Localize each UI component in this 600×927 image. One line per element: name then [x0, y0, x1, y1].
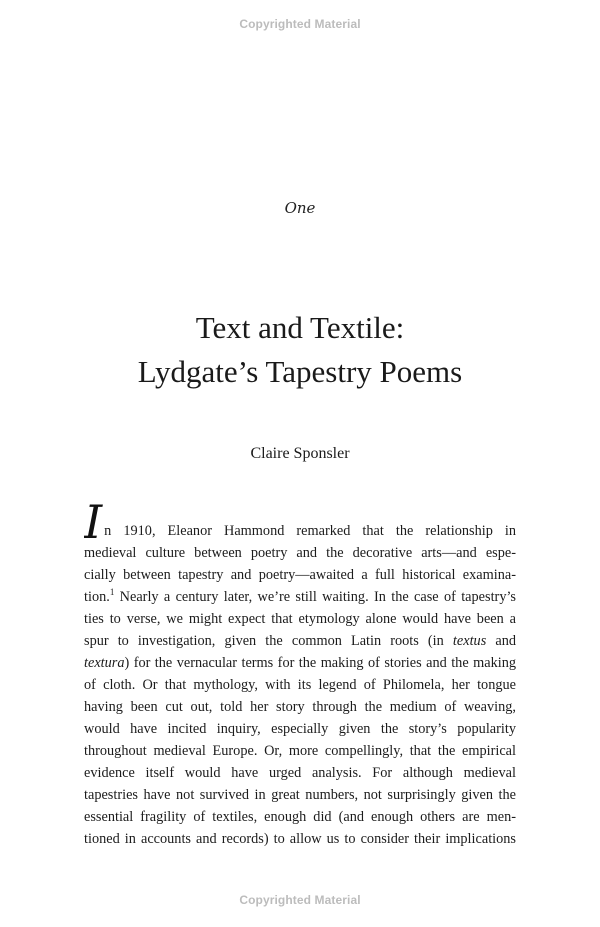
text-line-3: cially between tapestry and poetry—awaited a full historical examina-	[84, 567, 516, 583]
chapter-title-line-1: Text and Textile:	[195, 310, 405, 345]
copyright-watermark-bottom: Copyrighted Material	[239, 893, 361, 907]
chapter-title-line-2: Lydgate’s Tapestry Poems	[137, 354, 463, 389]
drop-cap: I	[84, 498, 103, 542]
text-line-6-start: spur to investigation, given the common Latin roots (in	[84, 633, 453, 649]
text-line-6	[84, 630, 516, 652]
italic-term-textura: textura	[84, 655, 125, 671]
text-line-7-end: ) for the vernacular terms for the making of stories and the making	[124, 655, 516, 671]
text-line-15: tioned in accounts and records) to allow us to consider their implications	[84, 831, 516, 847]
text-line-1-rest: n 1910, Eleanor Hammond remarked that the relationship in	[104, 523, 516, 539]
text-line-4	[84, 586, 516, 608]
italic-term-textus: textus	[452, 633, 487, 649]
text-line-1	[84, 498, 516, 542]
text-line-10: would have incited inquiry, especially given the story’s popularity	[84, 721, 516, 737]
text-line-12: evidence itself would have urged analysis. For although medieval	[84, 765, 516, 781]
chapter-title	[0, 306, 600, 394]
copyright-watermark-top: Copyrighted Material	[239, 17, 361, 31]
text-line-11: throughout medieval Europe. Or, more compellingly, that the empirical	[84, 743, 516, 759]
text-line-9: having been cut out, told her story through the medium of weaving,	[84, 699, 516, 715]
author-name: Claire Sponsler	[250, 445, 350, 462]
text-line-5: ties to verse, we might expect that etymology alone would have been a	[84, 611, 516, 627]
text-line-4-start: tion.	[84, 589, 110, 605]
text-line-14: essential fragility of textiles, enough did (and enough others are men-	[84, 809, 516, 825]
text-line-2: medieval culture between poetry and the decorative arts—and espe-	[84, 545, 516, 561]
body-paragraph	[84, 498, 516, 850]
footnote-marker[interactable]: 1	[109, 587, 115, 598]
text-line-4-end: Nearly a century later, we’re still waiting. In the case of tapestry’s	[114, 589, 516, 605]
text-line-13: tapestries have not survived in great numbers, not surprisingly given the	[84, 787, 516, 803]
text-line-7	[84, 652, 516, 674]
chapter-number: One	[284, 199, 316, 217]
text-line-8: of cloth. Or that mythology, with its legend of Philomela, her tongue	[84, 677, 516, 693]
text-line-6-end: and	[486, 633, 516, 649]
